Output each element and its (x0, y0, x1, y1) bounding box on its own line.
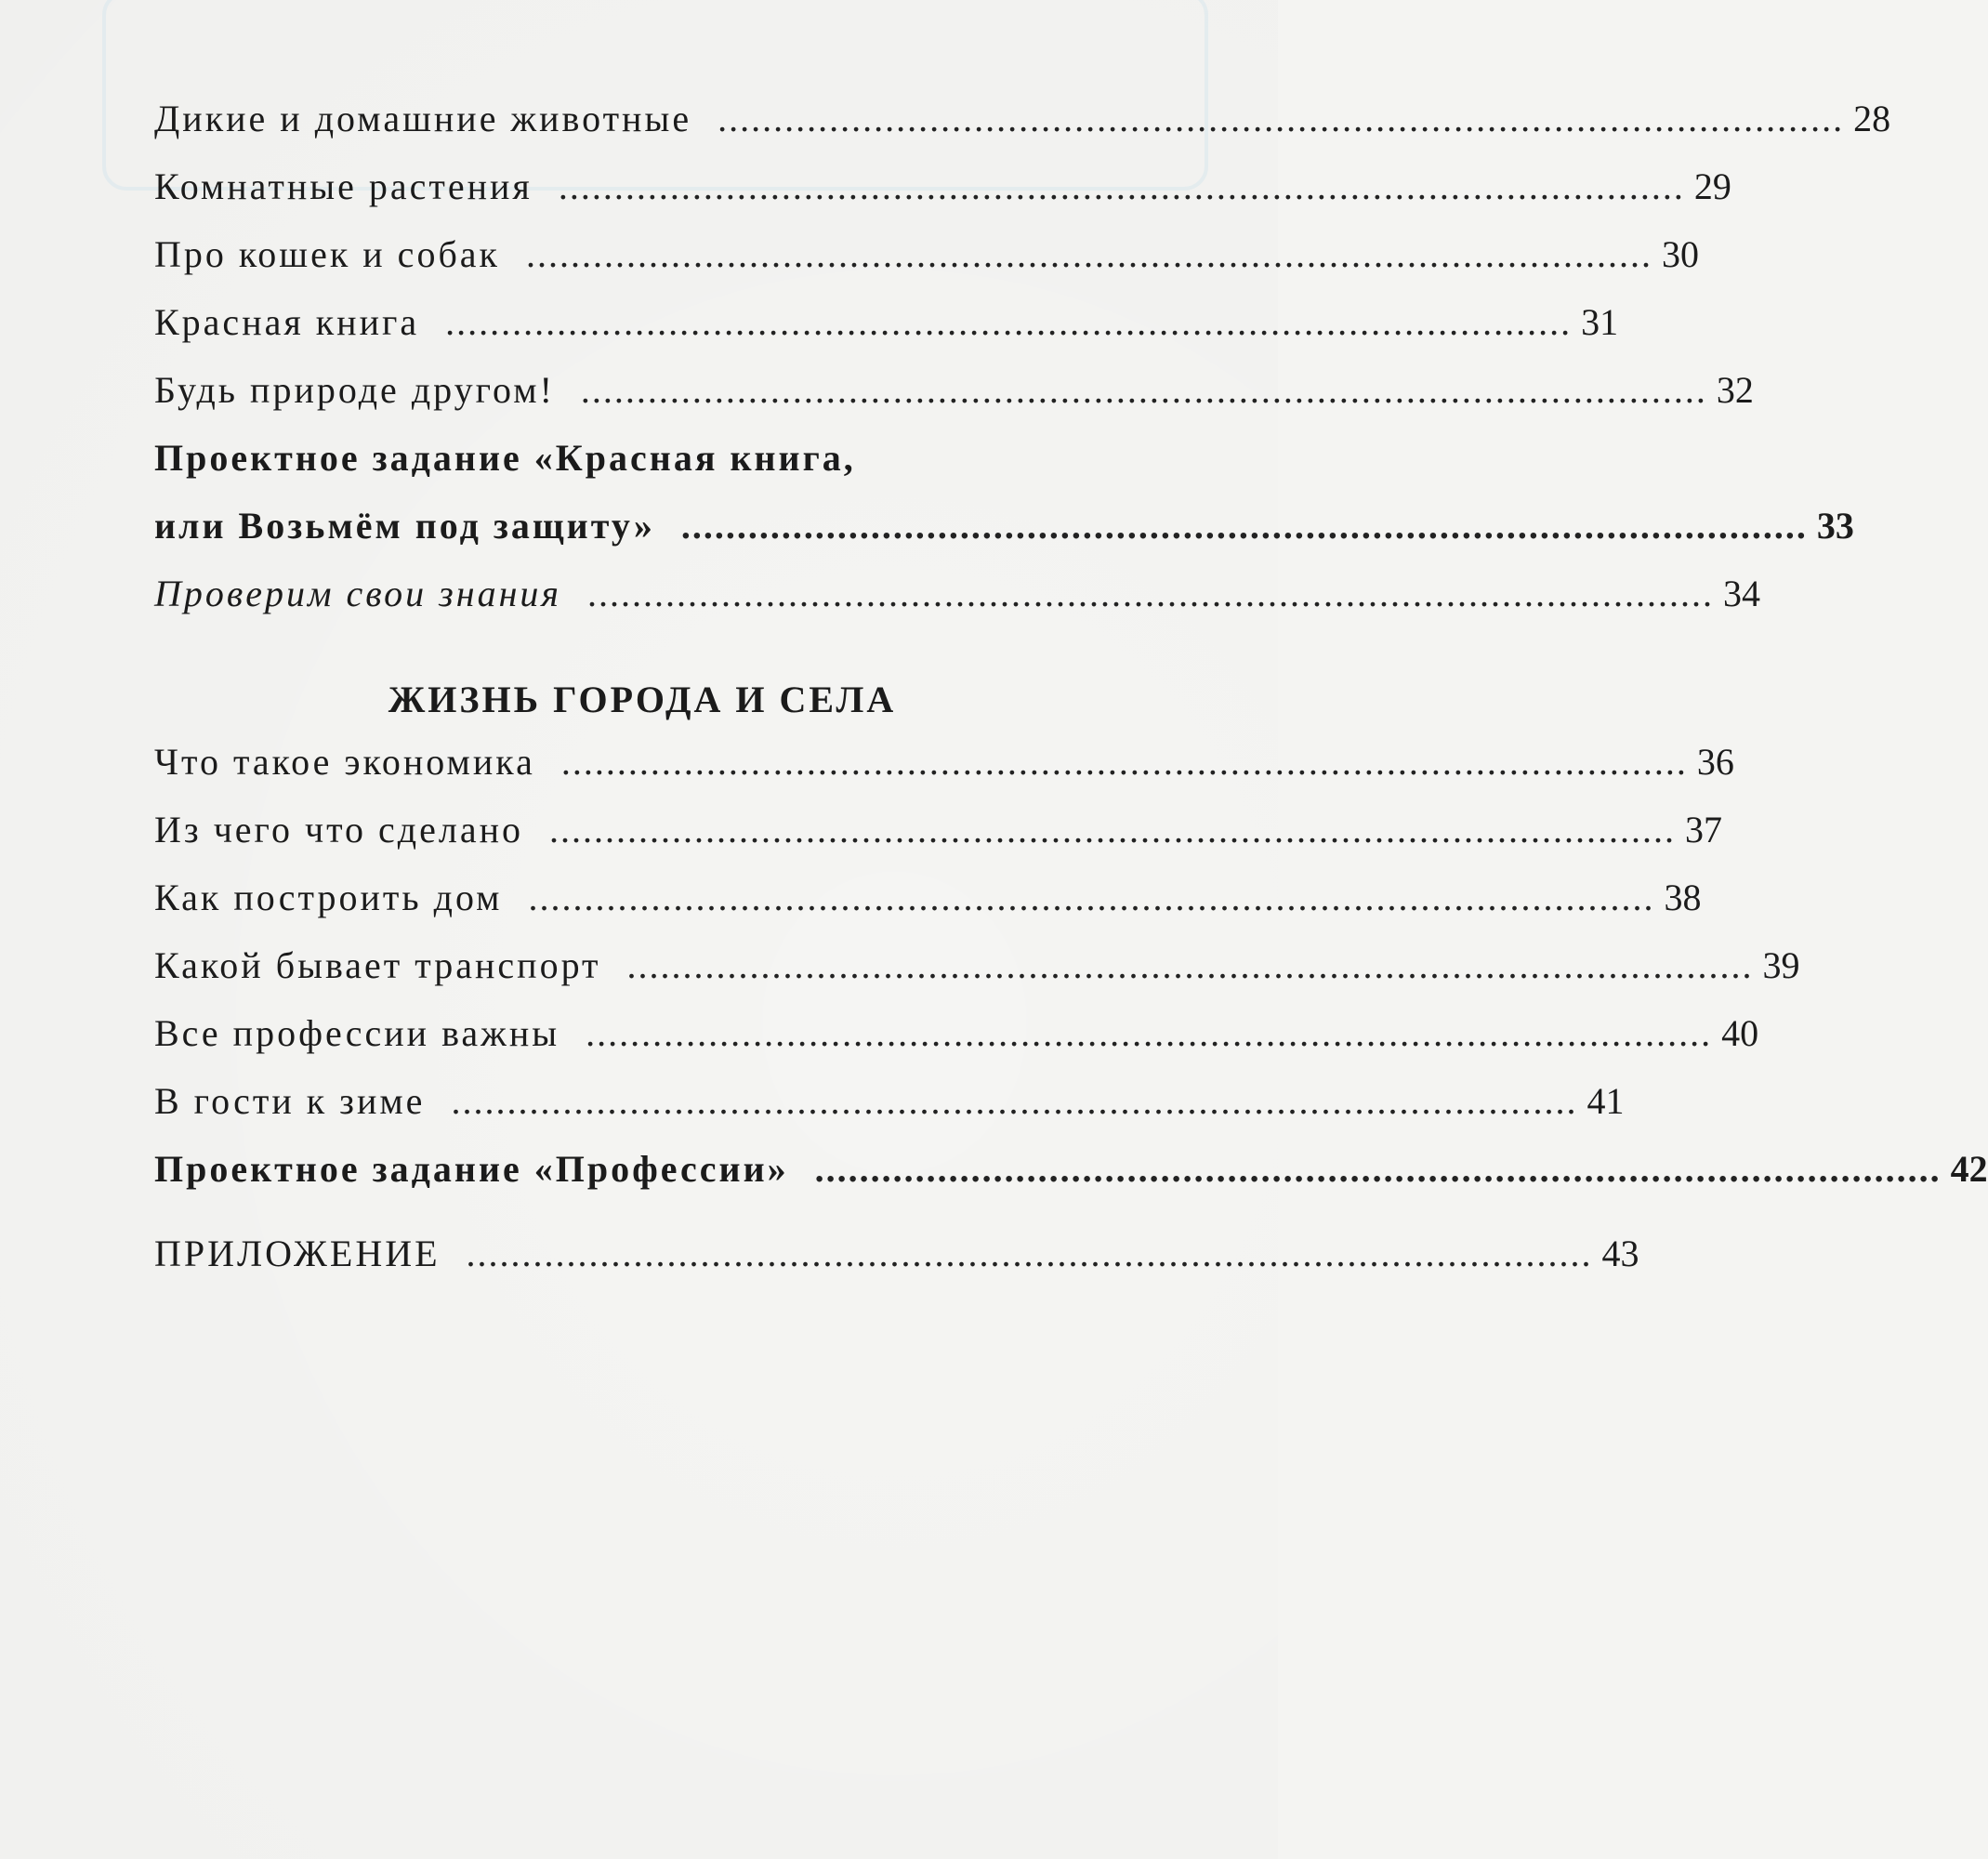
entry-page: 31 (1581, 301, 1619, 343)
entry-page: 29 (1693, 165, 1731, 207)
toc-entry (154, 1011, 1759, 1079)
toc-entry (154, 165, 1731, 232)
leader-dots: ..................................................................................................... (814, 1148, 1942, 1190)
entry-title: Какой бывает транспорт (154, 944, 601, 986)
toc-entry (154, 368, 1754, 436)
entry-page: 38 (1664, 877, 1702, 918)
entry-page: 41 (1586, 1080, 1625, 1122)
entry-page: 39 (1762, 944, 1800, 986)
table-of-contents (154, 97, 1988, 1299)
toc-entry (154, 97, 1891, 165)
leader-dots: ..................................................................................................... (586, 1012, 1713, 1054)
leader-dots: ..................................................................................................... (580, 369, 1707, 411)
entry-title: Из чего что сделано (154, 809, 524, 850)
leader-dots: ..................................................................................................... (466, 1233, 1593, 1274)
leader-dots: ..................................................................................................... (560, 741, 1688, 783)
toc-entry (154, 740, 1734, 808)
entry-page: 36 (1696, 741, 1734, 783)
toc-entry-check (154, 572, 1761, 639)
project-title-line1: Проектное задание «Красная книга, (154, 437, 856, 479)
toc-entry (154, 808, 1723, 876)
leader-dots: ..................................................................................................... (558, 165, 1685, 207)
leader-dots: ..................................................................................................... (718, 98, 1845, 139)
entry-page: 43 (1601, 1233, 1639, 1274)
entry-title: Проектное задание «Профессии» (154, 1148, 789, 1190)
entry-title: Что такое экономика (154, 741, 535, 783)
entry-title: Все профессии важны (154, 1012, 560, 1054)
entry-title: Дикие и домашние животные (154, 98, 692, 139)
leader-dots: ..................................................................................................... (451, 1080, 1578, 1122)
entry-title: Про кошек и собак (154, 233, 500, 275)
leader-dots: ..................................................................................................... (525, 233, 1652, 275)
toc-entry (154, 876, 1702, 943)
toc-entry (154, 943, 1800, 1011)
entry-page: 32 (1716, 369, 1754, 411)
entry-page: 28 (1853, 98, 1891, 139)
leader-dots: ..................................................................................................... (445, 301, 1573, 343)
toc-entry (154, 300, 1619, 368)
entry-page: 42 (1950, 1148, 1988, 1190)
leader-dots: ..................................................................................................... (587, 573, 1715, 614)
entry-page: 40 (1721, 1012, 1759, 1054)
section-heading: ЖИЗНЬ ГОРОДА И СЕЛА (388, 679, 897, 720)
entry-title: Проверим свои знания (154, 573, 562, 614)
entry-title: Как построить дом (154, 877, 503, 918)
entry-page: 34 (1723, 573, 1761, 614)
entry-page: 37 (1685, 809, 1723, 850)
leader-dots: ..................................................................................................... (528, 877, 1655, 918)
entry-title: Красная книга (154, 301, 420, 343)
toc-entry-appendix (154, 1232, 1639, 1299)
entry-title: Комнатные растения (154, 165, 533, 207)
entry-page: 33 (1816, 505, 1854, 547)
leader-dots: ..................................................................................................... (626, 944, 1754, 986)
entry-page: 30 (1661, 233, 1699, 275)
entry-title: Будь природе другом! (154, 369, 555, 411)
toc-entry-project (154, 436, 1854, 572)
entry-title: В гости к зиме (154, 1080, 426, 1122)
entry-title: ПРИЛОЖЕНИЕ (154, 1233, 441, 1274)
project-title-line2: или Возьмём под защиту» (154, 505, 655, 547)
toc-entry (154, 232, 1699, 300)
leader-dots: ..................................................................................................... (549, 809, 1677, 850)
project-title-line2-row (154, 504, 1854, 572)
leader-dots: ..................................................................................................... (680, 505, 1808, 547)
toc-entry (154, 1079, 1625, 1147)
toc-entry-project-2 (154, 1147, 1988, 1215)
